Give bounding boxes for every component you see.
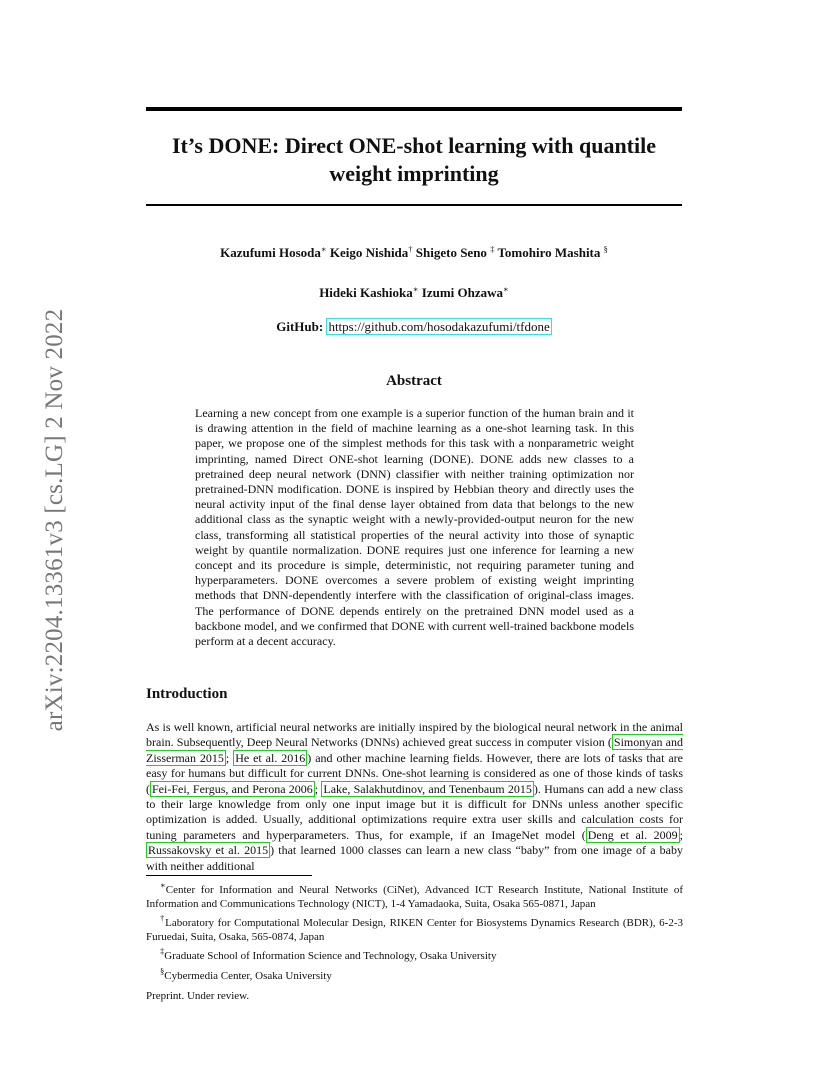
preprint-note: Preprint. Under review. xyxy=(146,990,250,1002)
footnote-mark: ‡ xyxy=(160,946,165,957)
intro-text: ; xyxy=(314,781,322,796)
author-name: Hideki Kashioka xyxy=(319,285,413,300)
footnote-text: Graduate School of Information Science and Technology, Osaka University xyxy=(164,950,497,963)
introduction-heading: Introduction xyxy=(146,686,228,702)
author-list-row-2 xyxy=(146,280,682,302)
introduction-paragraph xyxy=(146,720,683,874)
author-list-row-1 xyxy=(146,240,682,262)
author-name: Shigeto Seno xyxy=(415,245,487,260)
intro-text: As is well known, artificial neural networks are initially inspired by the biological neural network in the animal brain. Subsequently, Deep Neural Networks (DNNs) achieved great success in computer vision ( xyxy=(146,720,683,750)
affiliation-mark: ∗ xyxy=(412,284,419,294)
intro-text: ; xyxy=(225,750,234,765)
citation-link[interactable]: He et al. 2016 xyxy=(235,750,306,765)
title-line-2: weight imprinting xyxy=(329,161,499,186)
paper-title xyxy=(146,132,682,188)
citation-link[interactable]: Russakovsky et al. 2015 xyxy=(148,843,269,858)
github-label: GitHub: xyxy=(276,319,324,334)
affiliation-mark: ∗ xyxy=(503,284,509,294)
affiliation-mark: § xyxy=(603,244,608,254)
title-top-rule xyxy=(146,107,682,111)
github-link[interactable]: https://github.com/hosodakazufumi/tfdone xyxy=(328,319,550,334)
title-line-1: It’s DONE: Direct ONE-shot learning with quantile xyxy=(172,133,656,158)
author-name: Keigo Nishida xyxy=(329,245,409,260)
footnote-rule xyxy=(146,875,312,876)
citation-link[interactable]: Simonyan and Zisserman 2015 xyxy=(146,735,684,765)
citation-link[interactable]: Fei-Fei, Fergus, and Perona 2006 xyxy=(152,781,313,796)
footnotes xyxy=(146,879,683,985)
footnote-mark: ∗ xyxy=(160,880,166,890)
citation-link[interactable]: Deng et al. 2009 xyxy=(587,827,678,842)
author-name: Izumi Ohzawa xyxy=(421,285,504,300)
footnote xyxy=(146,912,683,944)
affiliation-mark: † xyxy=(408,244,413,254)
author-name: Kazufumi Hosoda xyxy=(220,245,321,260)
intro-text: ) that learned 1000 classes can learn a new class “baby” from one image of a baby with neither additional xyxy=(146,843,683,873)
arxiv-identifier: arXiv:2204.13361v3 [cs.LG] 2 Nov 2022 xyxy=(41,308,68,732)
footnote-text: Cybermedia Center, Osaka University xyxy=(164,969,332,982)
github-line xyxy=(146,318,682,336)
footnote-mark: § xyxy=(160,965,165,976)
citation-link[interactable]: Lake, Salakhutdinov, and Tenenbaum 2015 xyxy=(323,781,532,796)
affiliation-mark: ∗ xyxy=(320,244,327,254)
footnote xyxy=(146,879,683,911)
footnote-mark: † xyxy=(160,913,166,924)
footnote xyxy=(146,945,683,964)
intro-text: ). Humans can add a new class to their large knowledge from only one input image but it is difficult for DNNs unless another specific optimization is added. Usually, additional optimizations require extra user skills and calculation costs for tuning parameters and hyperparameters. Thus, for example, if an ImageNet model ( xyxy=(146,781,683,842)
footnote-text: Laboratory for Computational Molecular Design, RIKEN Center for Biosystems Dynamics Research (BDR), 6-2-3 Furuedai, Suita, Osaka, 565-0874, Japan xyxy=(146,917,684,943)
author-name: Tomohiro Mashita xyxy=(497,245,601,260)
footnote xyxy=(146,965,683,984)
abstract-heading: Abstract xyxy=(386,373,442,389)
intro-text: ) and other machine learning fields. However, there are lots of tasks that are easy for humans but difficult for current DNNs. One-shot learning is considered as one of those kinds of tasks ( xyxy=(146,750,683,796)
intro-text: ; xyxy=(679,827,684,842)
footnote-text: Center for Information and Neural Networks (CiNet), Advanced ICT Research Institute, National Institute of Information and Communications Technology (NICT), 1-4 Yamadaoka, Suita, Osaka 565-0871, Japan xyxy=(146,884,683,910)
abstract-text: Learning a new concept from one example is a superior function of the human brain and it is drawing attention in the field of machine learning as a one-shot learning task. In this paper, we propose one of the simplest methods for this task with a nonparametric weight imprinting, named Direct ONE-shot learning (DONE). DONE adds new classes to a pretrained deep neural network (DNN) classifier with neither training optimization nor pretrained-DNN modification. DONE is inspired by Hebbian theory and directly uses the neural activity input of the final dense layer obtained from data that belongs to the new additional class as the synaptic weight with a newly-provided-output neuron for the new class, transforming all statistical properties of the neural activity into those of synaptic weight by quantile normalization. DONE requires just one inference for learning a new concept and its procedure is simple, deterministic, not requiring parameter tuning and hyperparameters. DONE overcomes a severe problem of existing weight imprinting methods that DNN-dependently interfere with the classification of original-class images. The performance of DONE depends entirely on the pretrained DNN model used as a backbone model, and we confirmed that DONE with current well-trained backbone models perform at a decent accuracy. xyxy=(195,406,634,649)
affiliation-mark: ‡ xyxy=(490,244,495,254)
title-bottom-rule xyxy=(146,204,682,206)
